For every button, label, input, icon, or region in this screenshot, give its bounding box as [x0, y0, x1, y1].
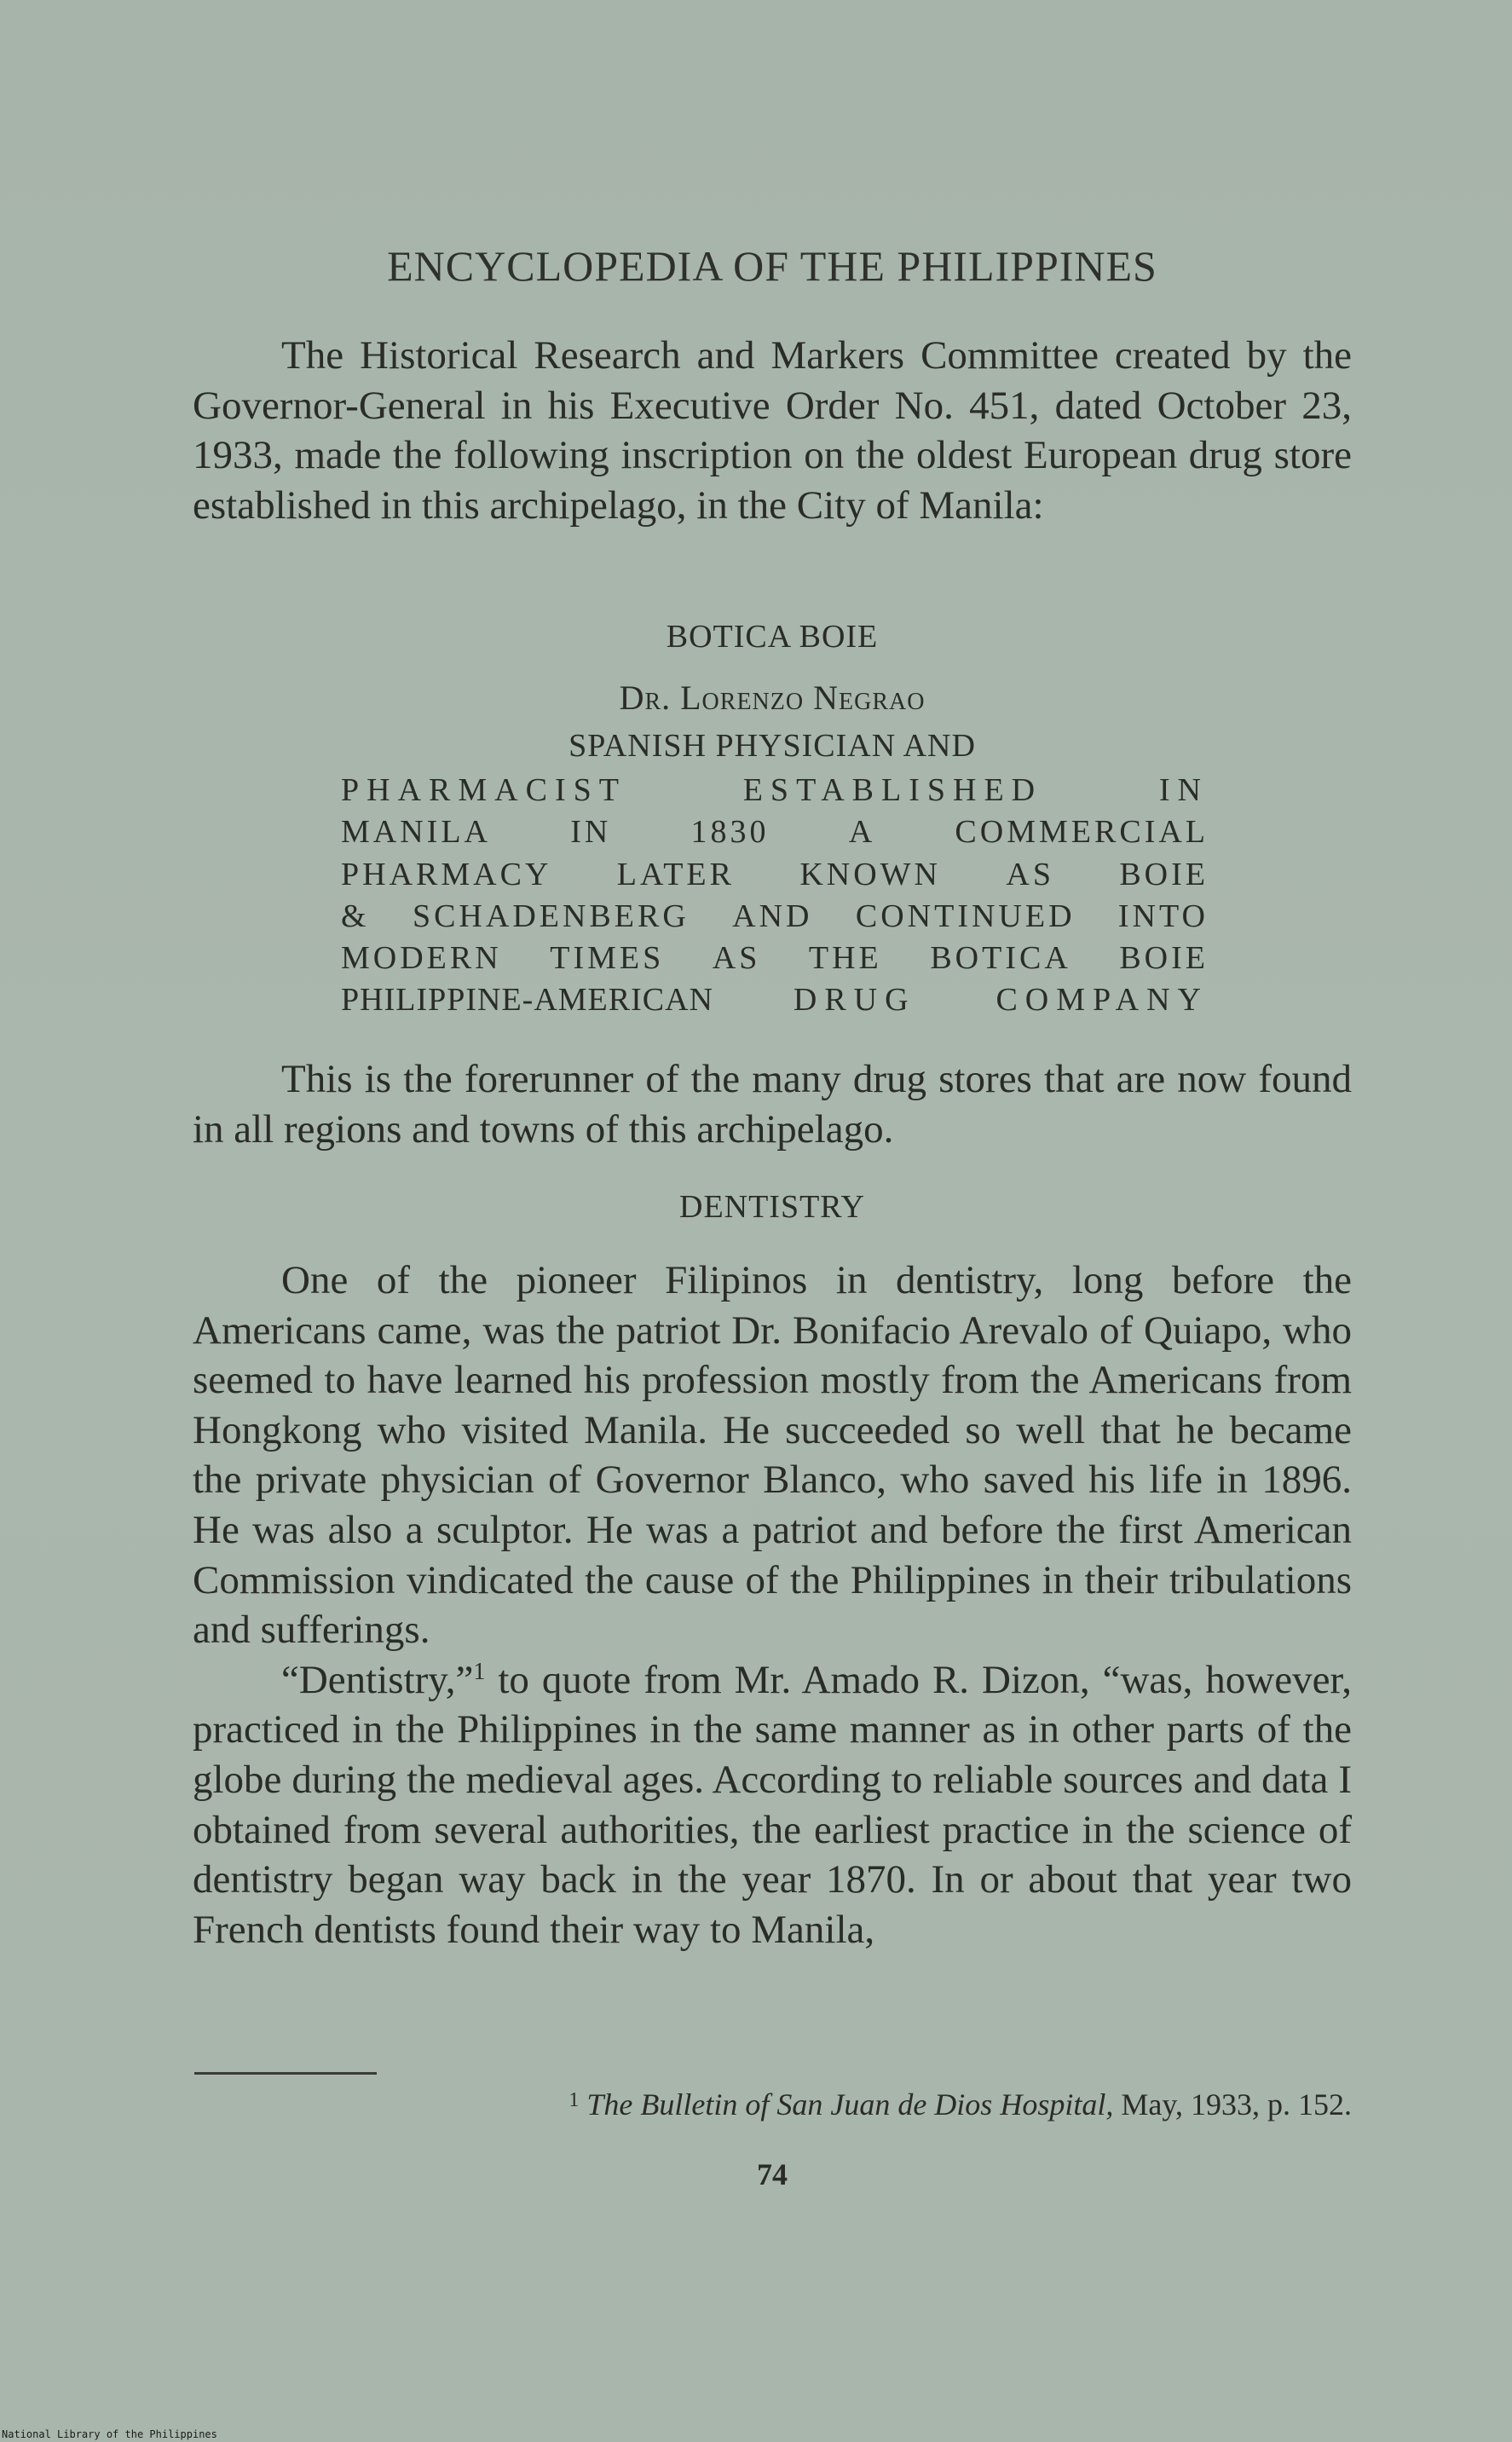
footnote-reference: 1 [473, 1658, 486, 1685]
inscription-line [341, 854, 1209, 896]
inscription-word: & [341, 898, 370, 934]
inscription-word: ESTABLISHED [742, 772, 1043, 808]
inscription-line [341, 896, 1209, 938]
inscription-word: BOIE [1119, 856, 1209, 892]
inscription-word: BOIE [1119, 940, 1209, 977]
page-number: 74 [757, 2157, 788, 2191]
inscription-word: INTO [1117, 898, 1209, 934]
inscription-word: DRUG [793, 982, 916, 1019]
intro-paragraph: The Historical Research and Markers Committee created by the Governor-General in his Executive Order No. 451, dated October 23, 1933, made the following inscription on the oldest European drug store established in this archipelago, in the City of Manila: [193, 333, 1352, 528]
inscription-line [341, 770, 1209, 811]
dentistry-quote-rest: to quote from Mr. Amado R. Dizon, “was, however, practiced in the Philippines in the same manner as in other parts of the globe during the medieval ages. According to reliable sources and data I obtained from several authorities, the earliest practice in the science of dentistry began way back in the year 1870. In or about that year two French dentists found their way to Manila, [193, 1657, 1352, 1952]
marker-name: Dr. Lorenzo Negrao [619, 678, 926, 717]
inscription-word: IN [1158, 772, 1209, 808]
footnote-marker: 1 [568, 2089, 580, 2111]
intro-paragraph-block [193, 331, 1352, 530]
footnote-title: The Bulletin of San Juan de Dios Hospital, [586, 2087, 1114, 2122]
inscription-word: COMPANY [995, 982, 1209, 1019]
running-head: ENCYCLOPEDIA OF THE PHILIPPINES [387, 242, 1157, 290]
inscription-word: THE [808, 940, 882, 977]
inscription-word: LATER [616, 856, 735, 892]
inscription-word: IN [570, 814, 612, 851]
inscription-word: MODERN [341, 940, 502, 977]
inscription-line [341, 979, 1209, 1021]
forerunner-paragraph: This is the forerunner of the many drug stores that are now found in all regions and towns of this archipelago. [193, 1057, 1352, 1152]
inscription-word: PHARMACY [341, 856, 552, 892]
inscription-word: 1830 [690, 814, 770, 851]
inscription-word: AS [1006, 856, 1054, 892]
dentistry-quote-start: “Dentistry,” [281, 1657, 474, 1702]
inscription-word: AND [732, 898, 813, 934]
inscription-line [341, 811, 1209, 853]
footnote [193, 2087, 1352, 2122]
inscription-word: SCHADENBERG [412, 898, 690, 934]
dentistry-paragraph-2 [193, 1655, 1352, 1955]
inscription-word: AS [712, 940, 761, 977]
inscription-word: BOTICA [930, 940, 1071, 977]
dentistry-paragraphs [193, 1256, 1352, 1954]
footnote-rule [194, 2072, 377, 2075]
footnote-rest: May, 1933, p. 152. [1113, 2087, 1352, 2122]
inscription-word: CONTINUED [855, 898, 1076, 934]
section-heading-dentistry: DENTISTRY [679, 1189, 865, 1225]
forerunner-paragraph-block [193, 1054, 1352, 1154]
marker-title: BOTICA BOIE [666, 619, 879, 655]
inscription-word: MANILA [341, 814, 491, 851]
inscription-line [341, 938, 1209, 979]
inscription-word: TIMES [550, 940, 665, 977]
inscription-word: PHARMACIST [341, 772, 626, 808]
inscription-word: PHILIPPINE-AMERICAN [341, 982, 713, 1019]
library-credit: National Library of the Philippines [2, 2428, 217, 2440]
inscription-word: COMMERCIAL [955, 814, 1209, 851]
inscription-word: KNOWN [799, 856, 941, 892]
marker-subtitle: SPANISH PHYSICIAN AND [568, 728, 976, 764]
dentistry-paragraph-1: One of the pioneer Filipinos in dentistry, long before the Americans came, was the patriot Dr. Bonifacio Arevalo of Quiapo, who seemed to have learned his profession mostly from the Americans from Hongkong who visited Manila. He succeeded so well that he became the private physician of Governor Blanco, who saved his life in 1896. He was also a sculptor. He was a patriot and before the first American Commission vindicated the cause of the Philippines in their tribulations and sufferings. [193, 1258, 1352, 1653]
marker-inscription [341, 770, 1209, 1022]
inscription-word: A [848, 814, 876, 851]
